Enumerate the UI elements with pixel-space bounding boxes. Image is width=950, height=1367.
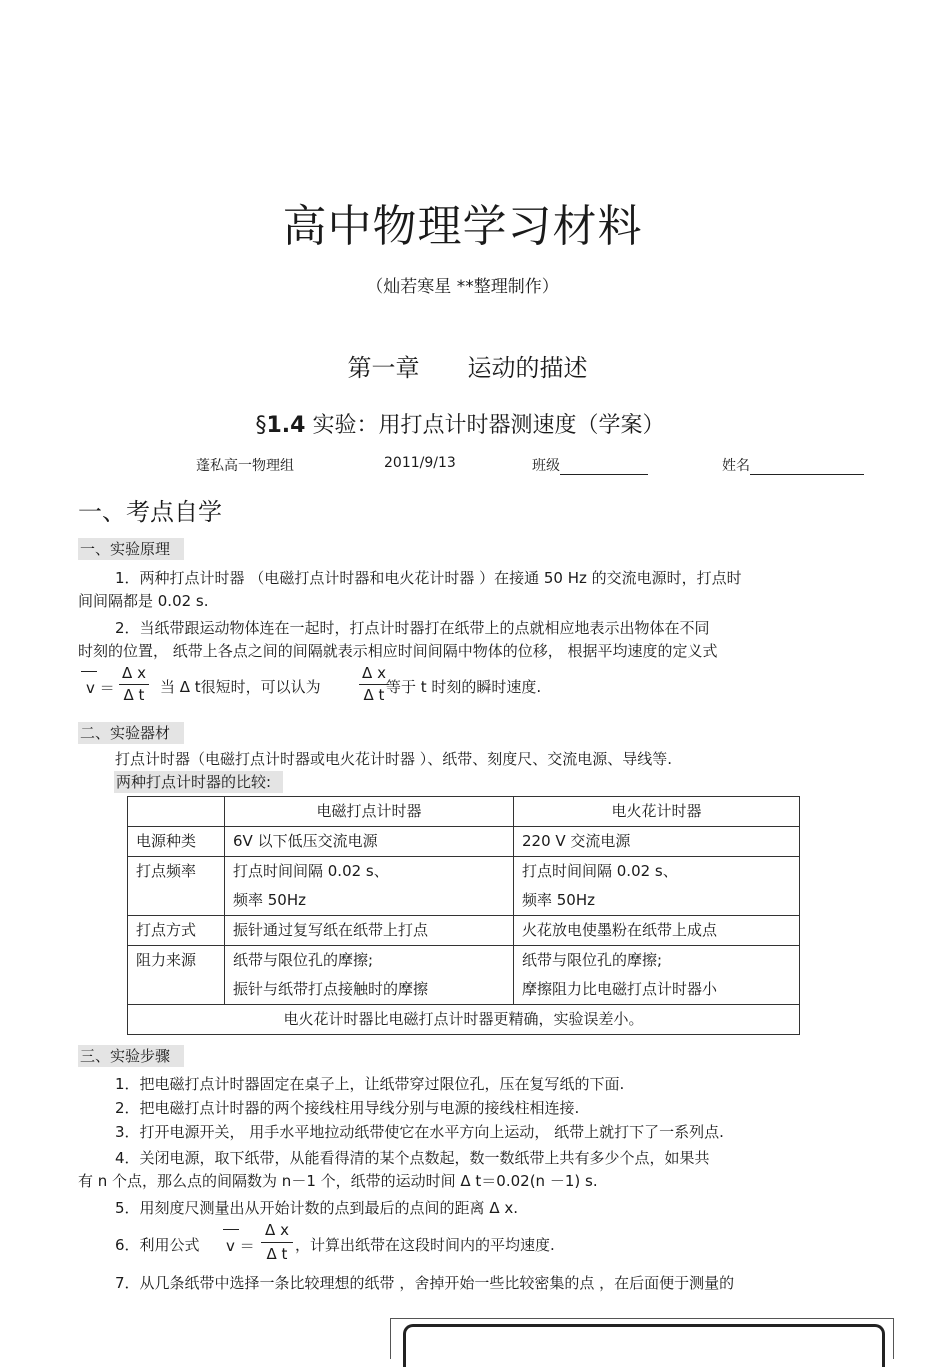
principle-p2-line3-end: 等于 t 时刻的瞬时速度. bbox=[386, 678, 542, 696]
name-field bbox=[722, 455, 864, 475]
table-header-row bbox=[128, 797, 800, 827]
principle-p1-line1: 1．两种打点计时器 （电磁打点计时器和电火花计时器 ）在接通 50 Hz 的交流电源时，打点时 bbox=[115, 569, 742, 587]
name-label: 姓名 bbox=[722, 458, 750, 474]
table-row bbox=[128, 857, 800, 916]
figure-frame-inner bbox=[403, 1324, 885, 1367]
section-title bbox=[0, 408, 920, 439]
table-footer-row bbox=[128, 1005, 800, 1035]
step-6-denominator: Δ t bbox=[266, 1245, 288, 1263]
doc-date: 2011/9/13 bbox=[384, 455, 456, 471]
table-corner bbox=[128, 797, 225, 827]
table-row bbox=[128, 916, 800, 946]
table-row-header: 阻力来源 bbox=[128, 946, 225, 1005]
class-label: 班级 bbox=[532, 458, 560, 474]
group-name: 蓬私高一物理组 bbox=[196, 458, 294, 474]
table-row-header: 打点频率 bbox=[128, 857, 225, 916]
table-cell: 纸带与限位孔的摩擦; 摩擦阻力比电磁打点计时器小 bbox=[514, 946, 800, 1005]
name-blank[interactable] bbox=[750, 460, 864, 475]
table-row-header: 打点方式 bbox=[128, 916, 225, 946]
comparison-table bbox=[127, 796, 800, 1035]
table-row bbox=[128, 827, 800, 857]
principle-p1-line2: 间间隔都是 0.02 s. bbox=[78, 592, 209, 610]
principle-p2-line2: 时刻的位置， 纸带上各点之间的间隔就表示相应时间间隔中物体的位移， 根据平均速度的定义式 bbox=[78, 642, 718, 660]
document-subtitle: （灿若寒星 **整理制作） bbox=[366, 277, 559, 297]
formula-numerator: Δ x bbox=[122, 664, 146, 682]
class-field bbox=[532, 455, 648, 475]
step-2: 2．把电磁打点计时器的两个接线柱用导线分别与电源的接线柱相连接. bbox=[115, 1099, 580, 1117]
section-title-text: 实验：用打点计时器测速度（学案） bbox=[312, 413, 665, 438]
section-number: 1.4 bbox=[266, 413, 306, 438]
class-blank[interactable] bbox=[560, 460, 648, 475]
formula-denominator: Δ t bbox=[123, 686, 145, 704]
principle-label: 一、实验原理 bbox=[78, 538, 184, 560]
step-6-numerator: Δ x bbox=[265, 1221, 289, 1239]
step-3: 3．打开电源开关， 用手水平地拉动纸带使它在水平方向上运动， 纸带上就打下了一系列点. bbox=[115, 1123, 724, 1141]
table-cell: 火花放电使墨粉在纸带上成点 bbox=[514, 916, 800, 946]
document-title: 高中物理学习材料 bbox=[282, 201, 643, 252]
formula-denominator-2: Δ t bbox=[363, 686, 385, 704]
v-bar-1 bbox=[81, 671, 97, 672]
table-row-header: 电源种类 bbox=[128, 827, 225, 857]
table-col-header: 电火花计时器 bbox=[514, 797, 800, 827]
fraction-line-3 bbox=[261, 1242, 293, 1243]
chapter-title: 第一章 运动的描述 bbox=[347, 354, 588, 382]
table-footer: 电火花计时器比电磁打点计时器更精确，实验误差小。 bbox=[128, 1005, 800, 1035]
table-cell: 220 V 交流电源 bbox=[514, 827, 800, 857]
section-prefix: § bbox=[255, 413, 267, 438]
equipment-label: 二、实验器材 bbox=[78, 722, 184, 744]
step-7: 7．从几条纸带中选择一条比较理想的纸带 ，舍掉开始一些比较密集的点 ，在后面便于测量的 bbox=[115, 1274, 735, 1292]
principle-p2-line3: 当 Δ t很短时，可以认为 bbox=[160, 678, 321, 696]
compare-label: 两种打点计时器的比较: bbox=[114, 771, 283, 793]
formula-numerator-2: Δ x bbox=[362, 664, 386, 682]
table-row bbox=[128, 946, 800, 1005]
fraction-line-1 bbox=[119, 684, 149, 685]
equipment-text: 打点计时器（电磁打点计时器或电火花计时器 ）、纸带、刻度尺、交流电源、导线等. bbox=[115, 750, 673, 768]
steps-label: 三、实验步骤 bbox=[78, 1045, 184, 1067]
fraction-line-2 bbox=[359, 684, 389, 685]
step-6-start: 6．利用公式 bbox=[115, 1236, 200, 1254]
table-cell: 6V 以下低压交流电源 bbox=[225, 827, 514, 857]
step-5: 5．用刻度尺测量出从开始计数的点到最后的点间的距离 Δ x. bbox=[115, 1199, 518, 1217]
step-1: 1．把电磁打点计时器固定在桌子上，让纸带穿过限位孔，压在复写纸的下面. bbox=[115, 1075, 625, 1093]
step-6-end: ，计算出纸带在这段时间内的平均速度. bbox=[295, 1236, 555, 1254]
table-cell: 打点时间间隔 0.02 s、 频率 50Hz bbox=[514, 857, 800, 916]
v-bar-2 bbox=[223, 1229, 239, 1230]
step-6-v: v ＝ bbox=[226, 1237, 255, 1255]
table-cell: 振针通过复写纸在纸带上打点 bbox=[225, 916, 514, 946]
table-col-header: 电磁打点计时器 bbox=[225, 797, 514, 827]
formula-v: v ＝ bbox=[86, 679, 115, 697]
principle-p2-line1: 2．当纸带跟运动物体连在一起时，打点计时器打在纸带上的点就相应地表示出物体在不同 bbox=[115, 619, 710, 637]
table-cell: 打点时间间隔 0.02 s、 频率 50Hz bbox=[225, 857, 514, 916]
table-cell: 纸带与限位孔的摩擦; 振针与纸带打点接触时的摩擦 bbox=[225, 946, 514, 1005]
part-heading: 一、考点自学 bbox=[78, 498, 222, 526]
step-4-line1: 4．关闭电源，取下纸带，从能看得清的某个点数起，数一数纸带上共有多少个点，如果共 bbox=[115, 1149, 710, 1167]
step-4-line2: 有 n 个点，那么点的间隔数为 n－1 个，纸带的运动时间 Δ t＝0.02(n －1) s. bbox=[78, 1172, 598, 1190]
